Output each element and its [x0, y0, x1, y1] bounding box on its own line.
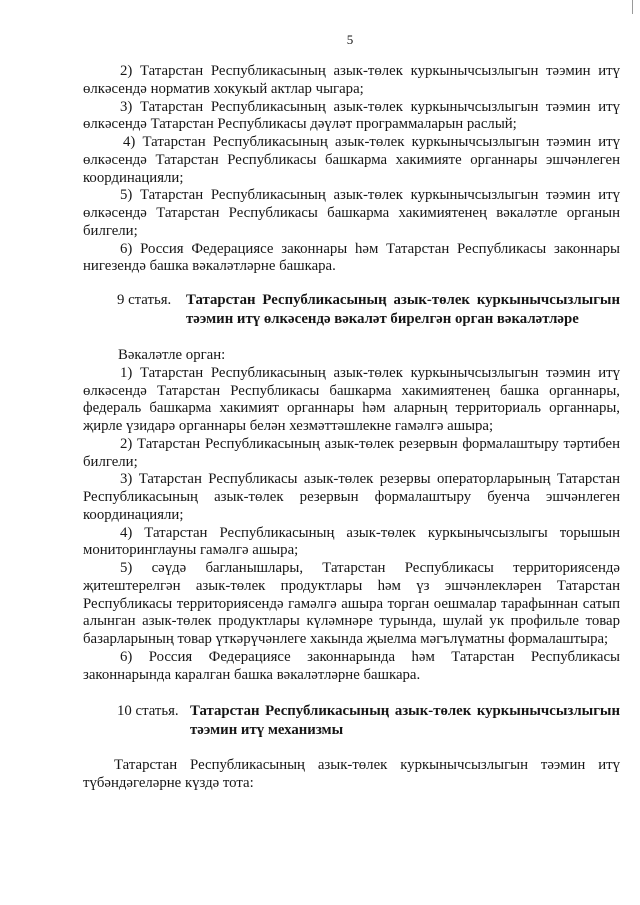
- list-item: [83, 436, 620, 472]
- text-line: Республикасының азык-төлек резервын формалаштыру буенча эшчәнлеген: [83, 489, 620, 505]
- list-item: [83, 241, 620, 277]
- article-title: [190, 702, 620, 740]
- list-item: [83, 63, 620, 99]
- text-line: өлкәсендә Татарстан Республикасы башкарма хакимиятенең вәкаләтле органын: [83, 205, 620, 221]
- list-item: [83, 649, 620, 685]
- text-line: өлкәсендә Татарстан Республикасы башкарма хакимиятенең башка органнары,: [83, 382, 620, 399]
- text-line: өлкәсендә норматив хокукый актлар чыгара;: [83, 80, 364, 97]
- list-item: [83, 471, 620, 524]
- article-number: 9 статья.: [117, 292, 172, 308]
- article-number: 10 статья.: [117, 703, 179, 719]
- list-item: [83, 134, 620, 187]
- text-line: өлкәсендә Татарстан Республикасы дәүләт программаларын раслый;: [83, 116, 517, 133]
- list-item: [83, 560, 620, 649]
- article-body: [83, 347, 620, 684]
- text-line: координацияли;: [83, 506, 184, 523]
- text-line: базарларының товар үткәрүчәнлеге хакында җыелма мәгълүматны формалаштыра;: [83, 631, 609, 647]
- text-line: 5) сәүдә багланышлары, Татарстан Республикасы территориясендә: [120, 560, 620, 576]
- list-item: [83, 99, 620, 135]
- text-line: нигезендә башка вәкаләтләрне башкара.: [83, 258, 336, 275]
- article-title: [186, 291, 620, 329]
- text-line: 1) Татарстан Республикасының азык-төлек куркынычсызлыгын тәэмин итү: [120, 364, 620, 381]
- text-line: 2) Татарстан Республикасының азык-төлек куркынычсызлыгын тәэмин итү: [120, 63, 620, 79]
- text-line: 6) Россия Федерациясе законнары һәм Татарстан Республикасы законнары: [120, 240, 620, 257]
- text-line: алынган азык-төлек продуктлары күләмнәре турында, шулай ук профильле товар: [83, 613, 620, 630]
- paragraph: [83, 757, 620, 793]
- text-line: 4) Татарстан Республикасының азык-төлек куркынычсызлыгын тәэмин итү: [123, 134, 620, 150]
- title-line: тәэмин итү өлкәсендә вәкаләт бирелгән орган вәкаләтләре: [186, 311, 579, 327]
- title-line: тәэмин итү механизмы: [190, 722, 344, 738]
- text-line: өлкәсендә Татарстан Республикасы башкарма хакимияте органнары эшчәнлеген: [83, 151, 620, 168]
- text-line: 6) Россия Федерациясе законнарында һәм Татарстан Республикасы: [120, 648, 620, 665]
- text-line: мониторинглауны гамәлгә ашыра;: [83, 542, 299, 559]
- text-line: билгели;: [83, 222, 138, 239]
- page-number: 5: [346, 32, 354, 47]
- text-line: федераль башкарма хакимият органнары һәм аларның территориаль органнары,: [83, 400, 620, 417]
- intro-text: Вәкаләтле орган:: [118, 347, 226, 363]
- text-line: Республикасы территориясендә гамәлгә ашыра торган оешмалар тарафыннан сатып: [83, 595, 620, 612]
- article-body: [83, 757, 620, 793]
- continued-list: [83, 63, 620, 276]
- text-line: җитештерелгән азык-төлек продуктлары һәм үз эшчәнлекләрен Татарстан: [83, 577, 620, 594]
- text-line: координацияли;: [83, 169, 184, 186]
- text-line: Татарстан Республикасының азык-төлек куркынычсызлыгын тәэмин итү: [114, 757, 620, 773]
- text-line: билгели;: [83, 453, 138, 470]
- text-line: законнарында каралган башка вәкаләтләрне башкара.: [83, 666, 421, 683]
- text-line: 5) Татарстан Республикасының азык-төлек куркынычсызлыгын тәэмин итү: [120, 187, 620, 204]
- text-line: түбәндәгеләрне күздә тота:: [83, 774, 254, 791]
- list-item: [83, 525, 620, 561]
- text-line: 3) Татарстан Республикасы азык-төлек резервы операторларының Татарстан: [120, 471, 620, 488]
- list-item: [83, 365, 620, 436]
- text-line: 2) Татарстан Республикасының азык-төлек резервын формалаштыру тәртибен: [120, 435, 620, 452]
- text-line: 4) Татарстан Республикасының азык-төлек куркынычсызлыгы торышын: [120, 524, 620, 541]
- text-line: җирле үзидарә органнары белән хезмәттәшлекне гамәлгә ашыра;: [83, 418, 494, 434]
- text-line: 3) Татарстан Республикасының азык-төлек куркынычсызлыгын тәэмин итү: [120, 98, 620, 115]
- title-line: Татарстан Республикасының азык-төлек куркынычсызлыгын: [186, 292, 620, 308]
- list-item: [83, 187, 620, 240]
- scan-edge-line: [632, 0, 633, 14]
- title-line: Татарстан Республикасының азык-төлек куркынычсызлыгын: [190, 703, 620, 719]
